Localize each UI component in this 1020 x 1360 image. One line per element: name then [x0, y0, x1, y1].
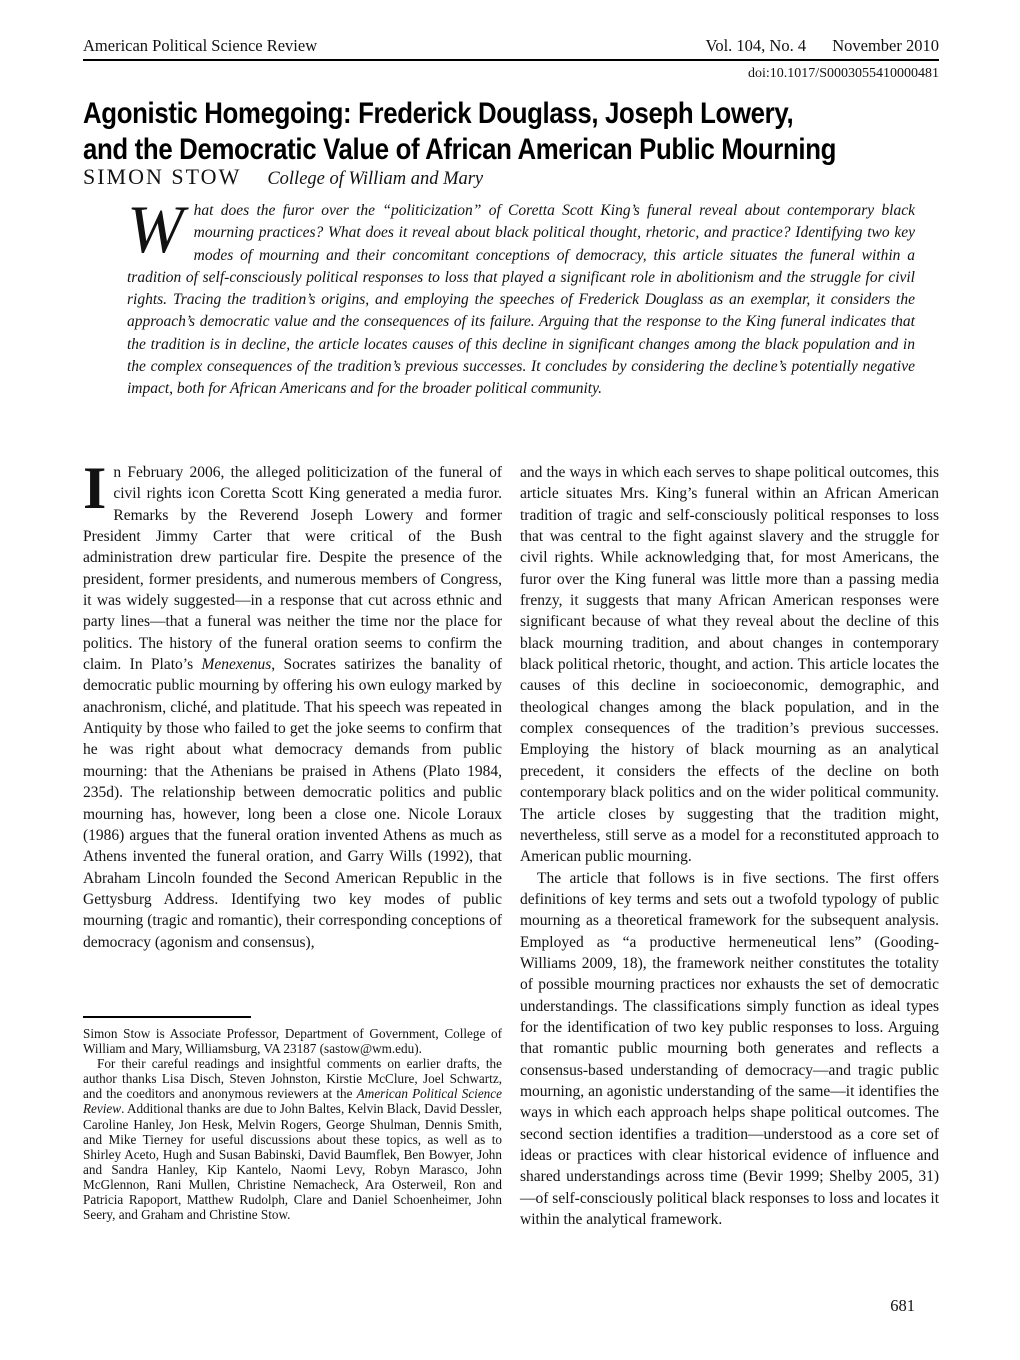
volume-issue: Vol. 104, No. 4: [705, 36, 807, 55]
journal-name: American Political Science Review: [83, 36, 318, 55]
article-title-line1: Agonistic Homegoing: Frederick Douglass, Joseph Lowery,: [83, 97, 794, 130]
byline: [83, 164, 939, 190]
footnote-divider: [83, 1016, 251, 1018]
volume-date: [706, 36, 939, 56]
author-name: SIMON STOW: [83, 164, 242, 189]
abstract-text: hat does the furor over the “politicization” of Coretta Scott King’s funeral reveal about contemporary black mourning practices? What does it reveal about black political thought, rhetoric, and practice? Identifying two key modes of mourning and their concomitant conceptions of democracy, this article situates the funeral within a tradition of self-consciously political responses to loss that played a significant role in abolitionism and the struggle for civil rights. Tracing the tradition’s origins, and employing the speeches of Frederick Douglass as an exemplar, it considers the approach’s democratic value and the consequences of its failure. Arguing that the response to the King funeral indicates that the tradition is in decline, the article locates causes of this decline in significant changes among the black population and in the complex consequences of the tradition’s previous successes. It concludes by considering the decline’s potentially negative impact, both for African Americans and for the broader political community.: [127, 202, 915, 398]
intro-paragraph: [83, 455, 502, 953]
body-paragraph-1: and the ways in which each serves to shape political outcomes, this article situates Mrs. King’s funeral within an African American tradition of tragic and self-consciously political responses to loss that was central to the fight against slavery and the struggle for civil rights. While acknowledging that, for most Americans, the furor over the King funeral was little more than a passing media frenzy, it suggests that many African American responses were significant because of what they reveal about the decline of this black mourning tradition, and about changes in contemporary black political rhetoric, thought, and action. This article locates the causes of this decline in socioeconomic, demographic, and theological changes among the black population, and in the complex consequences of the tradition’s previous successes. Employing the history of black mourning as an analytical precedent, it considers the effects of the decline on both contemporary black politics and on the wider political community. The article closes by suggesting that the tradition might, nevertheless, still serve as a model for a reconstituted approach to American public mourning.: [520, 464, 939, 866]
footnote-ack-1: For their careful readings and insightful comments on earlier drafts, the author thanks Lisa Disch, Steven Johnston, Kirstie McClure, Joel Schwartz, and the coeditors and anonymous reviewers at the: [83, 1056, 502, 1102]
page-number: 681: [890, 1296, 915, 1315]
article-title: [83, 96, 1020, 168]
footnote-ack-italic: American Political Science Review: [83, 1086, 502, 1117]
footnote-author-info: Simon Stow is Associate Professor, Department of Government, College of William and Mary, Williamsburg, VA 23187 (sastow@wm.edu).: [83, 1026, 502, 1057]
abstract: [127, 191, 915, 401]
body-column-right: [520, 462, 939, 1230]
footnote-text: [83, 1026, 502, 1222]
intro-text-2: , Socrates satirizes the banality of democratic public mourning by offering his own eulogy marked by anachronism, cliché, and platitude. That his speech was repeated in Antiquity by those who failed to get the joke seems to confirm that he was right about what democracy demands from public mourning: that the Athenians be praised in Athens (Plato 1984, 235d). The relationship between democratic politics and public mourning has, however, long been a close one. Nicole Loraux (1986) argues that the funeral oration invented Athens as much as Athens invented the funeral oration, and Garry Wills (1992), that Abraham Lincoln founded the Second American Republic in the Gettysburg Address. Identifying two key modes of public mourning (tragic and romantic), their corresponding conceptions of democracy (agonism and consensus),: [83, 656, 502, 951]
author-affiliation: College of William and Mary: [267, 169, 484, 189]
issue-date: November 2010: [832, 36, 939, 55]
page-header: [83, 36, 939, 56]
intro-text-italic: Menexenus: [201, 656, 272, 674]
footnote-block: [83, 1016, 502, 1222]
footnote-acknowledgments: [83, 1056, 502, 1222]
body-paragraph-2: The article that follows is in five sections. The first offers definitions of key terms and sets out a twofold typology of public mourning as a theoretical framework for the subsequent analysis. Employed as “a productive hermeneutical lens” (Gooding-Williams 2009, 18), the framework neither constitutes the totality of possible mourning practices nor exhausts the set of democratic understandings. The classifications simply function as ideal types for the identification of two key public responses to loss. Arguing that romantic public mourning both generates and reflects a consensus-based understanding of democracy—and tragic public mourning, an agonistic understanding of the same—it identifies the ways in which each approach helps shape political outcomes. The second section identifies a tradition—understood as a core set of ideas or practices with clear historical evidence of influence and shared understandings across time (Bevir 1999; Shelby 2005, 31)—of self-consciously political black responses to loss and locates it within the analytical framework.: [520, 869, 939, 1229]
intro-dropcap: I: [83, 455, 107, 521]
abstract-dropcap: W: [127, 191, 184, 267]
header-divider: [83, 59, 939, 61]
article-title-line2: and the Democratic Value of African American Public Mourning: [83, 133, 837, 166]
body-column-left: [83, 455, 502, 953]
doi: doi:10.1017/S0003055410000481: [748, 66, 939, 81]
intro-text-1: n February 2006, the alleged politicization of the funeral of civil rights icon Coretta Scott King generated a media furor. Remarks by the Reverend Joseph Lowery and former President Jimmy Carter that were critical of the Bush administration drew particular fire. Despite the presence of the president, former presidents, and numerous members of Congress, it was widely suggested—in a response that cut across ethnic and party lines—that a funeral was neither the time nor the place for politics. The history of the funeral oration seems to confirm the claim. In Plato’s: [83, 464, 502, 674]
footnote-ack-2: . Additional thanks are due to John Baltes, Kelvin Black, David Dessler, Caroline Hanley, Jon Hesk, Melvin Rogers, George Shulman, Dennis Smith, and Mike Tierney for useful discussions about these topics, as well as to Shirley Aceto, Hugh and Susan Babinski, David Baumflek, Ben Bowyer, John and Sandra Hanley, Kip Kantelo, Naomi Levy, Robyn Marasco, John McGlennon, Rani Mullen, Christine Nemacheck, Ara Osterweil, Ron and Patricia Rapoport, Matthew Rudolph, Clare and Daniel Schoenheimer, John Seery, and Graham and Christine Stow.: [83, 1101, 502, 1223]
